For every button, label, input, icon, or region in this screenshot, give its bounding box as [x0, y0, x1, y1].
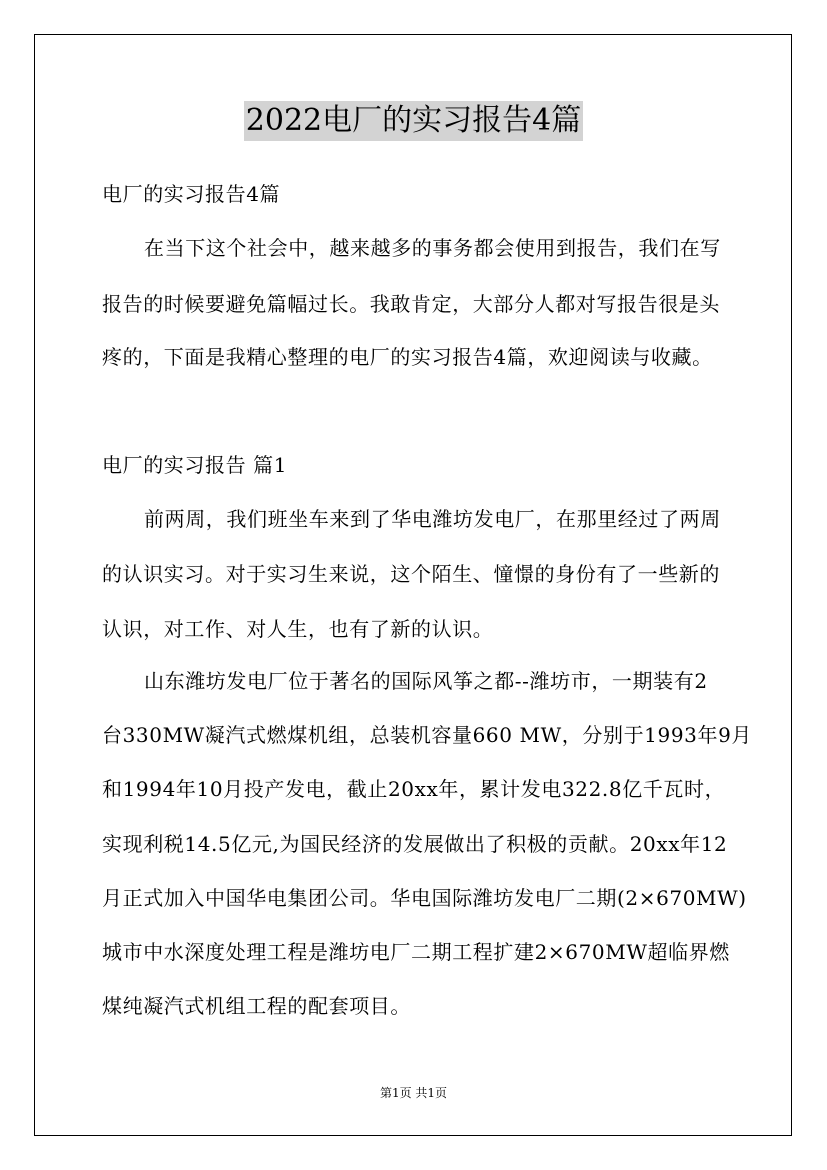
- paragraph-line: 前两周，我们班坐车来到了华电潍坊发电厂，在那里经过了两周: [144, 507, 721, 531]
- intro-line: 在当下这个社会中，越来越多的事务都会使用到报告，我们在写: [144, 236, 721, 260]
- page-number: 第1页 共1页: [379, 1086, 448, 1100]
- document-title: 2022电厂的实习报告4篇: [244, 101, 583, 141]
- paragraph-line: 实现利税14.5亿元,为国民经济的发展做出了积极的贡献。20xx年12: [102, 832, 728, 856]
- document-subtitle: 电厂的实习报告4篇: [102, 182, 281, 206]
- paragraph-line: 台330MW凝汽式燃煤机组，总装机容量660 MW，分别于1993年9月: [102, 723, 752, 747]
- paragraph-line: 城市中水深度处理工程是潍坊电厂二期工程扩建2×670MW超临界燃: [102, 940, 730, 964]
- paragraph-line: 和1994年10月投产发电，截止20xx年，累计发电322.8亿千瓦时，: [102, 777, 726, 801]
- paragraph-line: 的认识实习。对于实习生来说，这个陌生、憧憬的身份有了一些新的: [102, 562, 720, 586]
- paragraph-line: 认识，对工作、对人生，也有了新的认识。: [102, 617, 494, 641]
- intro-line: 疼的，下面是我精心整理的电厂的实习报告4篇，欢迎阅读与收藏。: [102, 345, 713, 369]
- paragraph-line: 月正式加入中国华电集团公司。华电国际潍坊发电厂二期(2×670MW): [102, 886, 747, 910]
- section-heading: 电厂的实习报告 篇1: [102, 453, 288, 477]
- paragraph-line: 煤纯凝汽式机组工程的配套项目。: [102, 994, 411, 1018]
- paragraph-line: 山东潍坊发电厂位于著名的国际风筝之都--潍坊市，一期装有2: [144, 669, 708, 693]
- intro-line: 报告的时候要避免篇幅过长。我敢肯定，大部分人都对写报告很是头: [102, 292, 720, 316]
- title-wrapper: [0, 101, 827, 141]
